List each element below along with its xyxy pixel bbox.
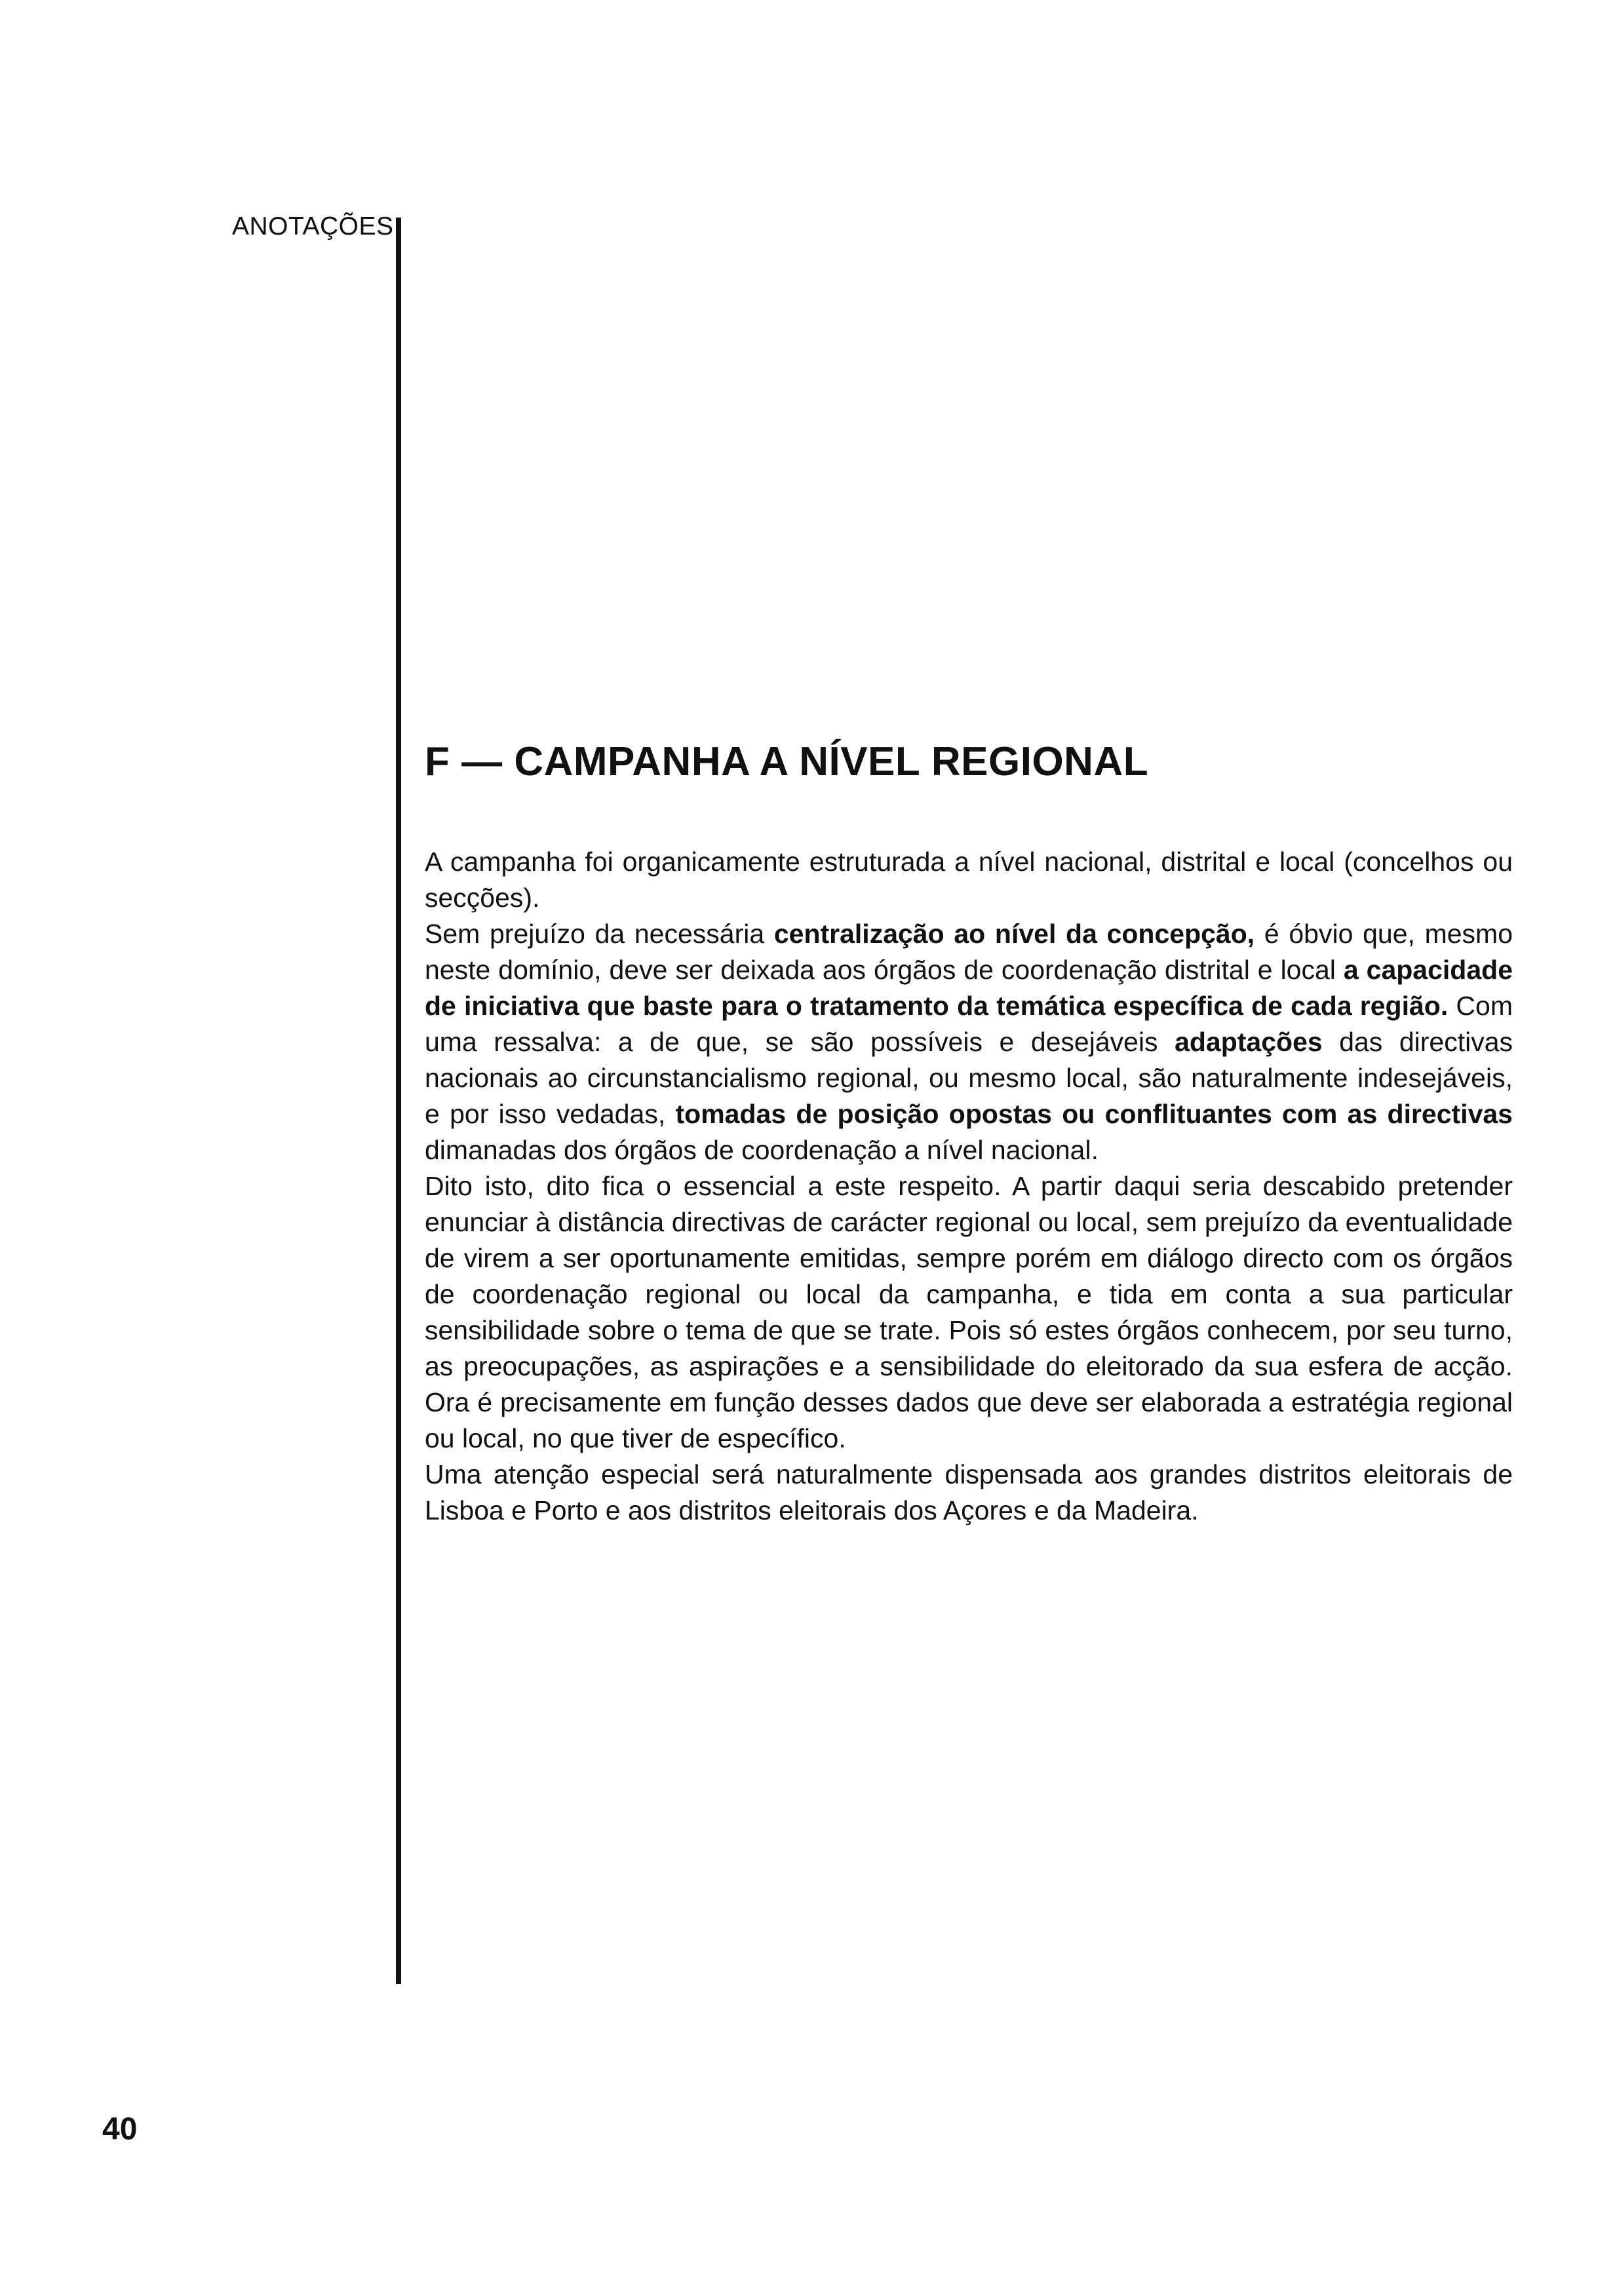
paragraph-2-bold-3: adaptações bbox=[1175, 1027, 1323, 1057]
paragraph-2-text-1: Sem prejuízo da necessária bbox=[425, 919, 774, 949]
paragraph-2-bold-1: centralização ao nível da concepção, bbox=[773, 919, 1255, 949]
section-f bbox=[425, 739, 1513, 1529]
section-title: F — CAMPANHA A NÍVEL REGIONAL bbox=[425, 739, 1149, 784]
paragraph-2-bold-2: a capacidade de iniciativa que baste para o tratamento da temática específica de cada região. bbox=[425, 955, 1513, 1021]
paragraph-2-text-2: é óbvio que, mesmo neste domínio, deve ser deixada aos órgãos de coordenação distrital e local bbox=[425, 919, 1513, 985]
paragraph-4: Uma atenção especial será naturalmente dispensada aos grandes distritos eleitorais de Lisboa e Porto e aos distritos eleitorais dos Açores e da Madeira. bbox=[425, 1459, 1513, 1525]
paragraph-2-bold-4: tomadas de posição opostas ou conflituantes com as directivas bbox=[675, 1099, 1513, 1129]
paragraph-2 bbox=[425, 916, 1513, 1168]
margin-label: ANOTAÇÕES bbox=[232, 212, 394, 240]
paragraph-2-text-3: Com uma ressalva: a de que, se são possíveis e desejáveis bbox=[425, 991, 1513, 1057]
paragraph-2-text-4: das directivas nacionais ao circunstancialismo regional, ou mesmo local, são naturalmente indesejáveis, e por isso vedadas, bbox=[425, 1027, 1513, 1129]
paragraph-3: Dito isto, dito fica o essencial a este respeito. A partir daqui seria descabido pretender enunciar à distância directivas de carácter regional ou local, sem prejuízo da eventualidade de virem a ser oportunamente emitidas, sempre porém em diálogo directo com os órgãos de coordenação regional ou local da campanha, e tida em conta a sua particular sensibilidade sobre o tema de que se trate. Pois só estes órgãos conhecem, por seu turno, as preocupações, as aspirações e a sensibilidade do eleitorado da sua esfera de acção. Ora é precisamente em função desses dados que deve ser elaborada a estratégia regional ou local, no que tiver de específico. bbox=[425, 1171, 1513, 1453]
margin-rule bbox=[396, 218, 401, 1984]
page-number: 40 bbox=[102, 2112, 138, 2147]
paragraph-2-text-5: dimanadas dos órgãos de coordenação a nível nacional. bbox=[425, 1135, 1099, 1165]
paragraph-1: A campanha foi organicamente estruturada a nível nacional, distrital e local (concelhos ou secções). bbox=[425, 847, 1513, 913]
